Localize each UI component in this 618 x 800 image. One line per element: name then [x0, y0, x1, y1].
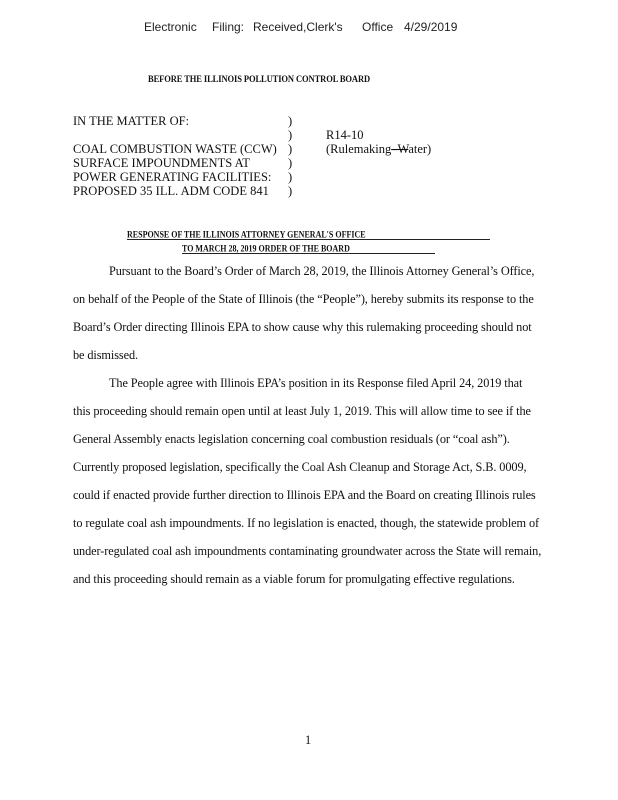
body-line: General Assembly enacts legislation concerning coal combustion residuals (or “coal ash”).: [73, 432, 510, 446]
proceeding-type-struck: –W: [391, 142, 409, 156]
stamp-office: Office: [362, 20, 394, 34]
stamp-filing: Filing:: [212, 20, 245, 34]
body-line: on behalf of the People of the State of Illinois (the “People”), hereby submits its response to the: [73, 292, 534, 306]
page-number: 1: [305, 733, 312, 747]
stamp-received-clerks: Received,Clerk's: [253, 20, 343, 34]
paren: ): [288, 114, 293, 128]
paren: ): [288, 128, 293, 142]
docket-number: R14-10: [326, 128, 364, 142]
proceeding-type-prefix: (Rulemaking: [326, 142, 392, 156]
body-line: The People agree with Illinois EPA’s position in its Response filed April 24, 2019 that: [109, 376, 523, 390]
body-line: under-regulated coal ash impoundments contaminating groundwater across the State will remain,: [73, 544, 542, 558]
caption-line-6: PROPOSED 35 ILL. ADM CODE 841: [73, 184, 269, 198]
body-line: and this proceeding should remain as a viable forum for promulgating effective regulations.: [73, 572, 515, 586]
stamp-date: 4/29/2019: [404, 20, 458, 34]
caption-line-4: SURFACE IMPOUNDMENTS AT: [73, 156, 250, 170]
body-line: Pursuant to the Board’s Order of March 28, 2019, the Illinois Attorney General’s Office,: [109, 264, 535, 278]
paren: ): [288, 156, 293, 170]
proceeding-type-suffix: ater): [408, 142, 432, 156]
proceeding-type: [326, 142, 431, 156]
board-heading: BEFORE THE ILLINOIS POLLUTION CONTROL BOARD: [148, 73, 371, 85]
title-underline-2: [182, 253, 435, 254]
body-line: to regulate coal ash impoundments. If no legislation is enacted, though, the statewide problem of: [73, 516, 540, 530]
stamp-electronic: Electronic: [144, 20, 197, 34]
body-line: this proceeding should remain open until at least July 1, 2019. This will allow time to see if the: [73, 404, 531, 418]
title-underline-1: [127, 239, 490, 240]
body-line: could if enacted provide further direction to Illinois EPA and the Board on creating Illinois rules: [73, 488, 536, 502]
paren: ): [288, 142, 293, 156]
body-line: Board’s Order directing Illinois EPA to show cause why this rulemaking proceeding should not: [73, 320, 532, 334]
caption-line-5: POWER GENERATING FACILITIES:: [73, 170, 272, 184]
response-title-line-1: RESPONSE OF THE ILLINOIS ATTORNEY GENERAL'S OFFICE: [127, 229, 366, 240]
caption-line-3: COAL COMBUSTION WASTE (CCW): [73, 142, 277, 156]
paren: ): [288, 184, 293, 198]
body-line: be dismissed.: [73, 348, 138, 362]
caption-line-1: IN THE MATTER OF:: [73, 114, 190, 128]
paren: ): [288, 170, 293, 184]
body-line: Currently proposed legislation, specifically the Coal Ash Cleanup and Storage Act, S.B. 0009,: [73, 460, 527, 474]
response-title-line-2: TO MARCH 28, 2019 ORDER OF THE BOARD: [182, 243, 350, 254]
